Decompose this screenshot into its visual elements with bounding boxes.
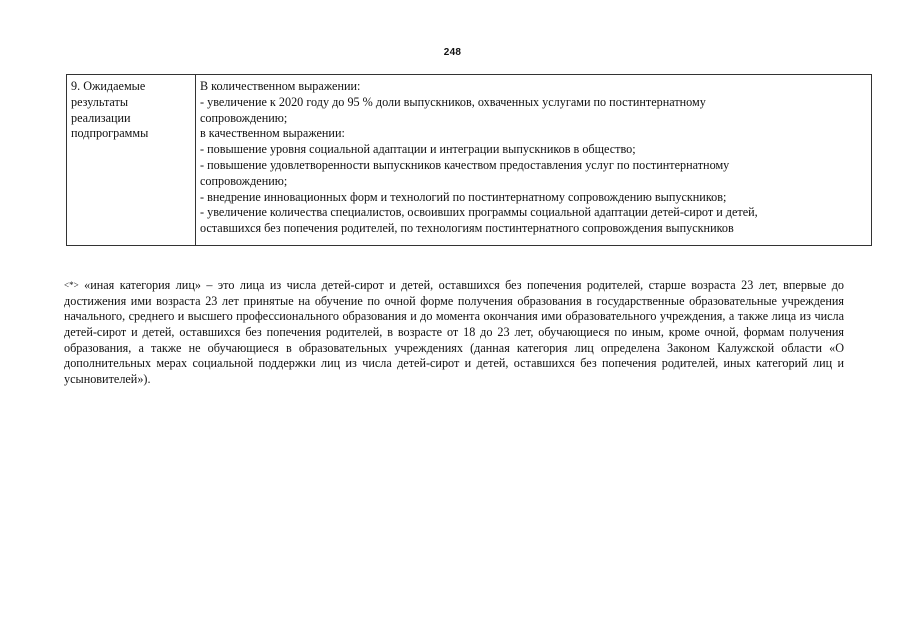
row-label-line: реализации bbox=[71, 110, 131, 125]
content-line: - увеличение количества специалистов, освоивших программы социальной адаптации детей-сирот и детей, bbox=[200, 205, 758, 220]
page-number: 248 bbox=[443, 47, 462, 58]
content-line: - увеличение к 2020 году до 95 % доли выпускников, охваченных услугами по постинтернатному bbox=[200, 94, 706, 109]
content-line: сопровождению; bbox=[200, 173, 288, 188]
footnote bbox=[64, 278, 844, 387]
content-line: - повышение уровня социальной адаптации и интеграции выпускников в общество; bbox=[200, 142, 636, 157]
row-label-cell bbox=[67, 75, 196, 246]
table-row bbox=[67, 75, 872, 246]
footnote-marker: <*> bbox=[64, 280, 79, 291]
content-line: оставшихся без попечения родителей, по технологиям постинтернатного сопровождения выпускников bbox=[200, 221, 734, 236]
row-label-line: результаты bbox=[71, 94, 129, 109]
content-line: в качественном выражении: bbox=[200, 126, 345, 141]
footnote-text: «иная категория лиц» – это лица из числа детей-сирот и детей, оставшихся без попечения родителей, старше возраста 23 лет, впервые до достижения ими возраста 23 лет принятые на обучение по очной форме получения образования в государственные образовательные учреждения начального, среднего и высшего профессионального образования и до момента окончания ими образовательного учреждения, а также лица из числа детей-сирот и детей, оставшихся без попечения родителей, в возрасте от 18 до 23 лет, обучающиеся по иным, кроме очной, формам получения образования, а также не обучающиеся в образовательных учреждениях (данная категория лиц определена Законом Калужской области «О дополнительных мерах социальной поддержки лиц из числа детей-сирот и детей, оставшихся без попечения родителей, иных категорий лиц и усыновителей»). bbox=[64, 278, 844, 386]
row-content-cell bbox=[196, 75, 872, 246]
row-label-line: 9. Ожидаемые bbox=[71, 79, 146, 93]
row-label-line: подпрограммы bbox=[71, 126, 149, 141]
content-line: - повышение удовлетворенности выпускников качеством предоставления услуг по постинтернатному bbox=[200, 157, 730, 172]
content-line: сопровождению; bbox=[200, 110, 288, 125]
content-line: - внедрение инновационных форм и технологий по постинтернатному сопровождению выпускников; bbox=[200, 189, 727, 204]
expected-results-table bbox=[66, 74, 872, 246]
content-line: В количественном выражении: bbox=[200, 79, 361, 93]
